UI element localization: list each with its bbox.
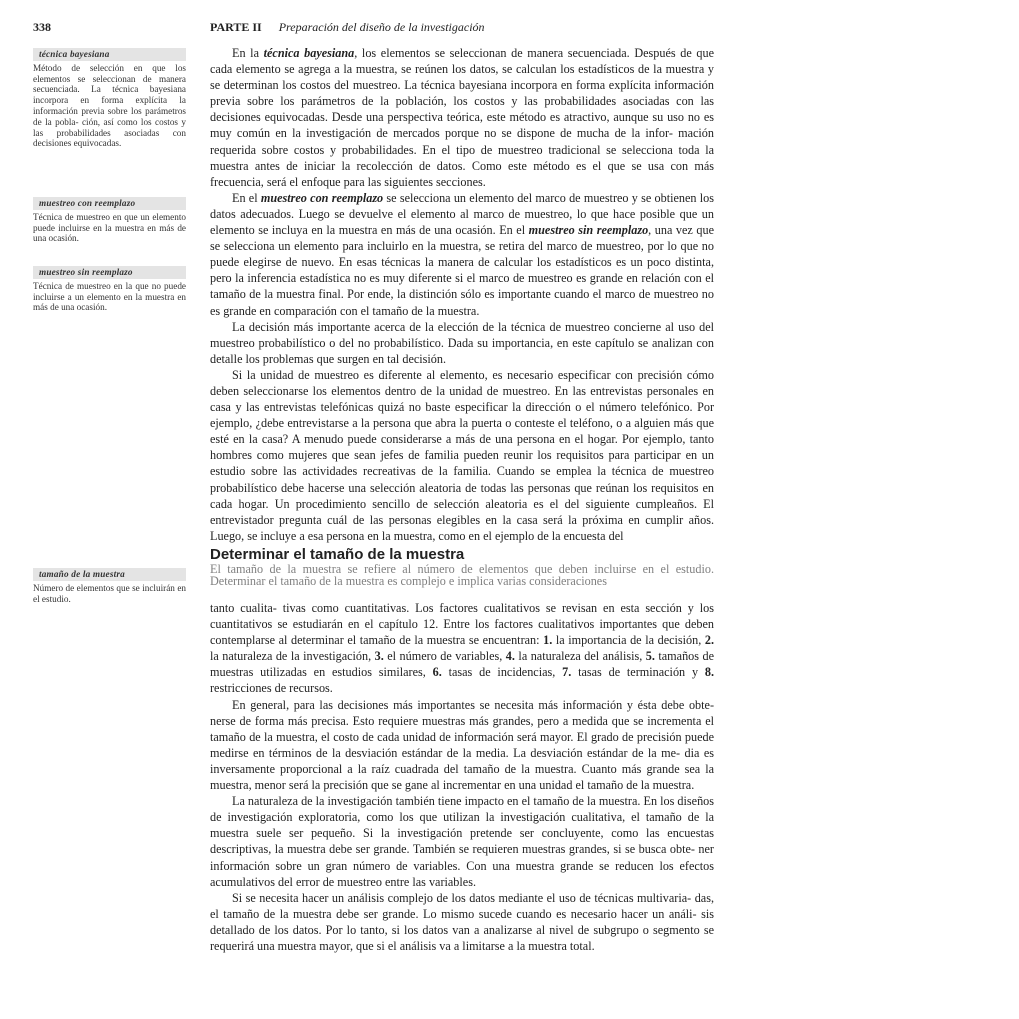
main-text [210, 45, 714, 544]
paragraph: En el muestreo con reemplazo se selecciona un elemento del marco de muestreo y se obtienen los datos adecuados. Luego se devuelve el elemento al marco de muestreo, lo que hace posible que un elemento se incluya en la muestra en más de una ocasión. En el muestreo sin reemplazo, una vez que se selecciona un elemento para incluirlo en la muestra, se retira del marco de muestreo, por lo que no puede elegirse de nuevo. En esas técnicas la manera de calcular los estadísticos es un poco distinta, pero la inferencia estadística no es muy diferente si el marco de muestreo es grande en relación con el tamaño de la muestra final. Por ende, la distinción sólo es importante cuando el marco de muestreo no es grande en comparación con el tamaño de la muestra. [210, 190, 714, 318]
section-heading: Determinar el tamaño de la muestra [210, 546, 465, 563]
glossary-term: tamaño de la muestra [33, 568, 186, 581]
paragraph: La naturaleza de la investigación también tiene impacto en el tamaño de la muestra. En los diseños de investigación exploratoria, como los que utilizan la investigación cualitativa, el tamaño de la muestra suele ser pequeño. Si la investigación pretende ser concluyente, como las encuestas descriptivas, la muestra debe ser grande. También se requieren muestras grandes, si se busca obte- ner información sobre un gran número de variables. Con una muestra grande se reducen los efectos acumulativos del error de muestreo entre las variables. [210, 794, 714, 889]
chapter-title: Preparación del diseño de la investigación [278, 20, 485, 34]
paragraph: En general, para las decisiones más importantes se necesita más información y ésta debe obte- nerse de forma más precisa. Esto requiere muestras más grandes, pero a medida que se incrementa el tamaño de la muestra, el costo de cada unidad de información será mayor. El grado de precisión puede medirse en términos de la desviación estándar de la media. La desviación estándar de la me- dia es inversamente proporcional a la raíz cuadrada del tamaño de la muestra. Cuanto más grande sea la muestra, menor será la precisión que se gane al incrementar en una unidad el tamaño de la muestra. [210, 697, 714, 793]
glossary-definition: Técnica de muestreo en que un elemento puede incluirse en la muestra en más de una ocasión. [33, 211, 186, 244]
glossary-definition: Método de selección en que los elementos se seleccionan de manera secuenciada. La técnica bayesiana incorpora en forma explícita la información previa sobre los parámetros de la pobla- ción, así como los costos y las probabilidades asociadas con decisiones equivocadas. [33, 62, 186, 149]
glossary-entry-with-replacement [33, 197, 186, 244]
glossary-term: muestreo sin reemplazo [33, 266, 186, 279]
paragraph: La decisión más importante acerca de la elección de la técnica de muestreo concierne al uso del muestreo probabilístico o del no probabilístico. Dada su importancia, en este capítulo se analizan con detalle los problemas que surgen en tal decisión. [210, 319, 714, 366]
glossary-definition: Técnica de muestreo en la que no puede incluirse a un elemento en la muestra en más de una ocasión. [33, 280, 186, 313]
paragraph: Si se necesita hacer un análisis complejo de los datos mediante el uso de técnicas multivaria- das, el tamaño de la muestra debe ser grande. Lo mismo sucede cuando es necesario hacer un análi- sis detallado de los datos. Por lo tanto, si los datos van a analizarse al nivel de subgrupo o segmento se requerirá una muestra mayor, que si el análisis va a limitarse a la muestra total. [210, 890, 714, 953]
glossary-term: muestreo con reemplazo [33, 197, 186, 210]
paragraph: tanto cualita- tivas como cuantitativas. Los factores cualitativos se revisan en esta sección y los cuantitativos se estudiarán en el capítulo 12. Entre los factores cualitativos importantes que deben contemplarse al determinar el tamaño de la muestra se encuentran: 1. la importancia de la decisión, 2. la naturaleza de la investigación, 3. el número de variables, 4. la naturaleza del análisis, 5. tamaños de muestras utilizadas en estudios similares, 6. tasas de incidencias, 7. tasas de terminación y 8. restricciones de recursos. [210, 601, 715, 696]
overlapping-text [210, 563, 714, 587]
paragraph: El tamaño de la muestra se refiere al número de elementos que deben incluirse en el estudio. Determinar el tamaño de la muestra es complejo e implica varias consideraciones [210, 562, 714, 588]
paragraph: En la técnica bayesiana, los elementos se seleccionan de manera secuenciada. Después de que cada elemento se agrega a la muestra, se reúnen los datos, se calculan los estadísticos de la muestra y se determinan los costos del muestreo. La técnica bayesiana incorpora en forma explícita información previa sobre los parámetros de la población, los costos y las probabilidades asociadas con las decisiones equivocadas. Desde una perspectiva teórica, este método es atractivo, aunque su uso no es muy común en la investigación de mercados porque no se dispone de mucha de la infor- mación requerida sobre costos y probabilidades. En el tipo de muestreo tradicional se selecciona toda la muestra antes de iniciar la recolección de datos. Como este método es el que se usa con más frecuencia, será el enfoque para las siguientes secciones. [210, 46, 714, 189]
main-text-continued [210, 600, 714, 954]
glossary-definition: Número de elementos que se incluirán en el estudio. [33, 582, 186, 604]
glossary-entry-sample-size [33, 568, 186, 604]
glossary-term: técnica bayesiana [33, 48, 186, 61]
glossary-entry-without-replacement [33, 266, 186, 313]
running-head [210, 20, 485, 35]
glossary-entry-bayesian [33, 48, 186, 149]
paragraph: Si la unidad de muestreo es diferente al elemento, es necesario especificar con precisión cómo deben seleccionarse los elementos dentro de la unidad de muestreo. En las entrevistas personales en casa y las entrevistas telefónicas quizá no baste especificar la dirección o el número telefónico. Por ejemplo, ¿debe entrevistarse a la persona que abra la puerta o conteste el teléfono, o a alguien más que esté en la casa? A menudo puede considerarse a más de una persona en el hogar. Por ejemplo, tanto hombres como mujeres que sean jefes de familia pueden reunir los requisitos para participar en un estudio sobre las actividades recreativas de la familia. Cuando se emplea la técnica de muestreo probabilístico debe hacerse una selección aleatoria de todas las personas que reúnan los requisitos en cada hogar. Un procedimiento sencillo de selección aleatoria es el del siguiente cumpleaños. El entrevistador pregunta cuál de las personas elegibles en la casa será la próxima en cumplir años. Luego, se incluye a esa persona en la muestra, como en el ejemplo de la encuesta del [210, 367, 714, 543]
part-label: PARTE II [210, 20, 262, 34]
page-number: 338 [33, 20, 51, 34]
